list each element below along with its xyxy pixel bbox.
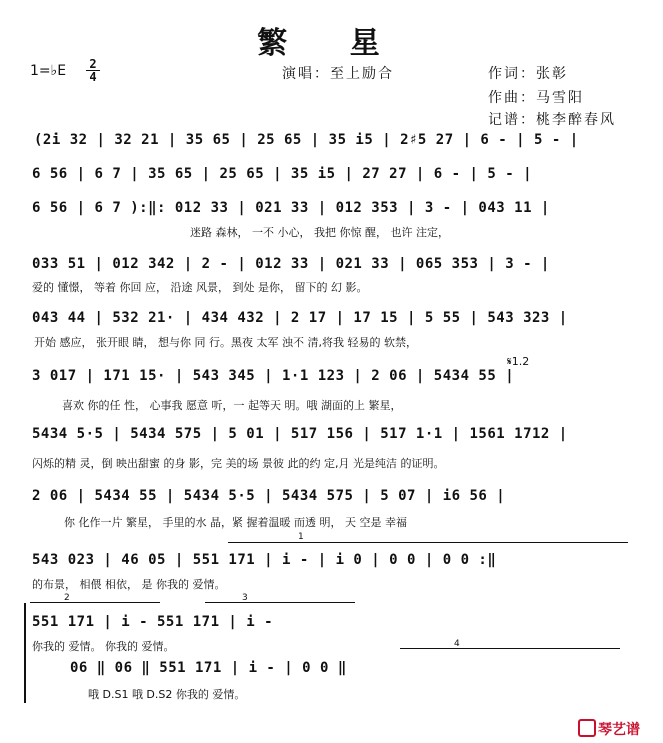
lyric-line-3: 迷路 森林， 一不 小心， 我把 你惊 醒， 也许 注定，: [190, 226, 449, 239]
score-line-10: 551 171 | i - 551 171 | i -: [32, 614, 274, 630]
singer-credit: 演唱：至上励合: [282, 66, 394, 82]
ending-bracket-2: [30, 602, 160, 603]
site-logo: 琴艺谱: [578, 719, 640, 739]
ending-number-2: 2: [64, 593, 70, 603]
score-line-1: (2̇i 32 | 32 21 | 35 65 | 25 65 | 35 i5 | 2♯5 27 | 6 - | 5 - |: [34, 132, 579, 148]
lyric-line-6: 喜欢 你的任 性， 心事我 愿意 听，一 起等天 明。哦 湖面的上 繁星，: [62, 399, 402, 412]
lyric-line-11: 哦 D.S1 哦 D.S2 你我的 爱情。: [88, 688, 246, 701]
ending-number-3: 3: [242, 593, 248, 603]
ending-number-4: 4: [454, 639, 460, 649]
composer-credit: 作曲：马雪阳: [488, 90, 584, 106]
system-brace: [24, 603, 26, 703]
lyric-line-7: 闪烁的精 灵，倒 映出甜蜜 的身 影，完 美的场 景彼 此的约 定,月 光是纯洁 的证明。: [32, 457, 445, 470]
lyric-line-10: 你我的 爱情。 你我的 爱情。: [32, 640, 175, 653]
segno-mark: 𝄋1.2: [507, 355, 530, 368]
ending-bracket-3: [205, 602, 355, 603]
score-line-2: 6 56 | 6 7 | 35 65 | 25 65 | 35 i5 | 27 27 | 6 - | 5 - |: [32, 166, 533, 182]
ending-number-1: 1: [298, 532, 304, 542]
score-line-5: 043 44 | 532 21· | 434 432 | 2 17 | 17 15 | 5 55 | 543 323 |: [32, 310, 568, 326]
score-line-8: 2 06 | 5434 55 | 5434 5·5 | 5434 575 | 5 07 | i6 56 |: [32, 488, 506, 504]
score-line-9: 543 023 | 46 05 | 551 171 | i - | i 0 | 0 0 | 0 0 :‖: [32, 552, 497, 568]
ending-bracket-1: [228, 542, 628, 543]
logo-mark-icon: [578, 719, 596, 737]
score-line-11: 06 ‖ 06 ‖ 551 171 | i - | 0 0 ‖: [70, 660, 347, 676]
key-signature: 1=♭E: [30, 63, 67, 79]
score-line-4: 033 51 | 012 342 | 2 - | 012 33 | 021 33 | 065 353 | 3 - |: [32, 256, 550, 272]
score-line-7: 5434 5·5 | 5434 575 | 5 01 | 517 156 | 517 1·1 | 1561 1712 |: [32, 426, 568, 442]
lyricist-credit: 作词：张彰: [488, 66, 568, 82]
song-title: 繁 星: [257, 26, 406, 61]
score-line-6: 3 017 | 171 15· | 543 345 | 1·1 123 | 2 06 | 5434 55 |: [32, 368, 515, 384]
time-signature: 2 4: [86, 58, 100, 83]
score-line-3: 6 56 | 6 7 ):‖: 012 33 | 021 33 | 012 353 | 3 - | 043 11 |: [32, 200, 550, 216]
lyric-line-9: 的布景， 相偎 相依， 是 你我的 爱情。: [32, 578, 226, 591]
lyric-line-8: 你 化作一片 繁星， 手里的水 晶，紧 握着温暖 而透 明， 天 空是 幸福: [64, 516, 407, 529]
ending-bracket-4: [400, 648, 620, 649]
lyric-line-4: 爱的 懂憬， 等着 你回 应， 沿途 风景， 到处 是你， 留下的 幻 影。: [32, 281, 368, 294]
notator-credit: 记谱：桃李醉春风: [488, 112, 616, 128]
lyric-line-5: 开始 感应， 张开眼 睛， 想与你 同 行。黑夜 太军 浊不 清,将我 轻易的 软禁，: [34, 336, 417, 349]
